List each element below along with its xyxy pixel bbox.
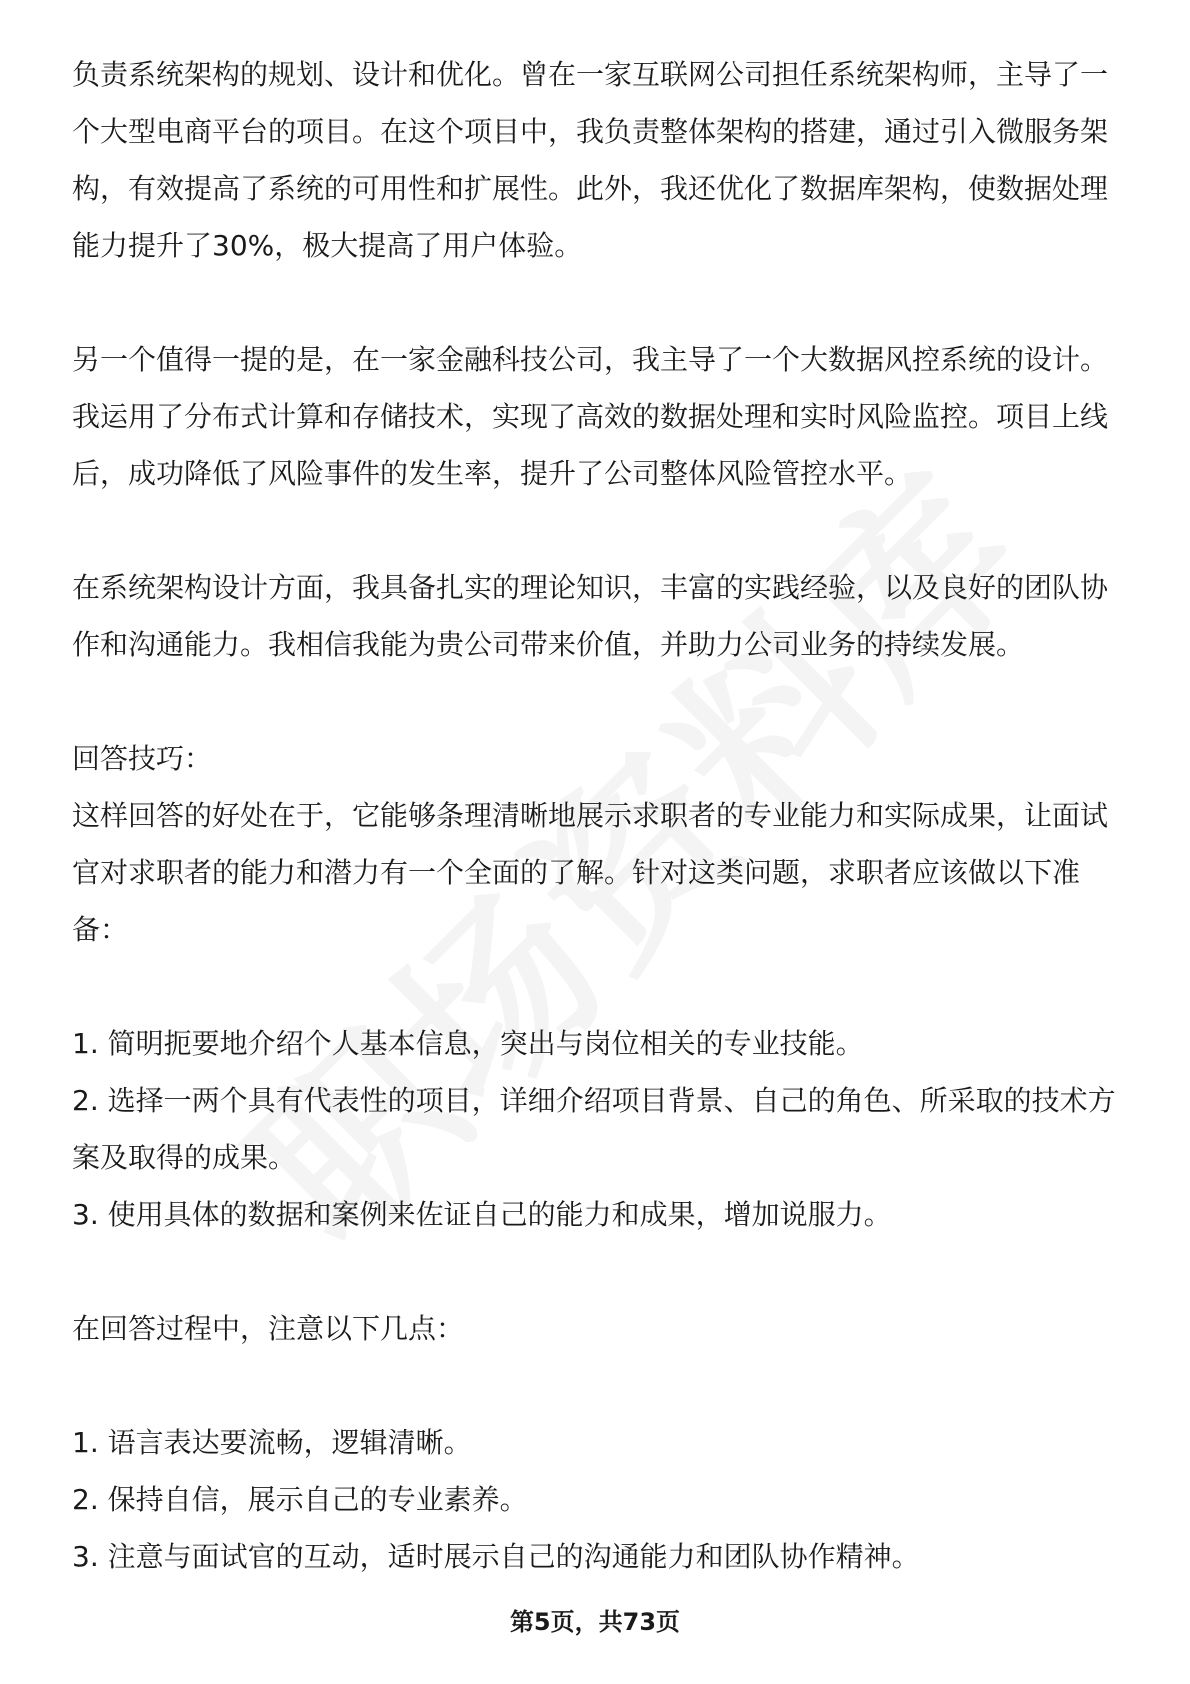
list-item: 2. 选择一两个具有代表性的项目，详细介绍项目背景、自己的角色、所采取的技术方案及取得的成果。 <box>72 1084 1116 1174</box>
paragraph-capability-summary: 在系统架构设计方面，我具备扎实的理论知识，丰富的实践经验，以及良好的团队协作和沟通能力。我相信我能为贵公司带来价值，并助力公司业务的持续发展。 <box>72 571 1109 661</box>
list-item: 3. 注意与面试官的互动，适时展示自己的沟通能力和团队协作精神。 <box>72 1540 920 1573</box>
list-item: 2. 保持自信，展示自己的专业素养。 <box>72 1483 528 1516</box>
paragraph-fintech-project: 另一个值得一提的是，在一家金融科技公司，我主导了一个大数据风控系统的设计。我运用了分布式计算和存储技术，实现了高效的数据处理和实时风险监控。项目上线后，成功降低了风险事件的发生率，提升了公司整体风险管控水平。 <box>72 343 1109 490</box>
list-item: 1. 简明扼要地介绍个人基本信息，突出与岗位相关的专业技能。 <box>72 1027 864 1060</box>
paragraph-architecture-experience: 负责系统架构的规划、设计和优化。曾在一家互联网公司担任系统架构师，主导了一个大型电商平台的项目。在这个项目中，我负责整体架构的搭建，通过引入微服务架构，有效提高了系统的可用性和扩展性。此外，我还优化了数据库架构，使数据处理能力提升了30%，极大提高了用户体验。 <box>72 58 1109 262</box>
tips-heading: 回答技巧： <box>72 742 213 775</box>
page-number: 第5页，共73页 <box>509 1608 681 1636</box>
document-body <box>72 46 1118 1585</box>
notes-heading: 在回答过程中，注意以下几点： <box>72 1312 465 1345</box>
list-item: 1. 语言表达要流畅，逻辑清晰。 <box>72 1426 472 1459</box>
list-item: 3. 使用具体的数据和案例来佐证自己的能力和成果，增加说服力。 <box>72 1198 892 1231</box>
tips-intro: 这样回答的好处在于，它能够条理清晰地展示求职者的专业能力和实际成果，让面试官对求职者的能力和潜力有一个全面的了解。针对这类问题，求职者应该做以下准备： <box>72 799 1109 946</box>
